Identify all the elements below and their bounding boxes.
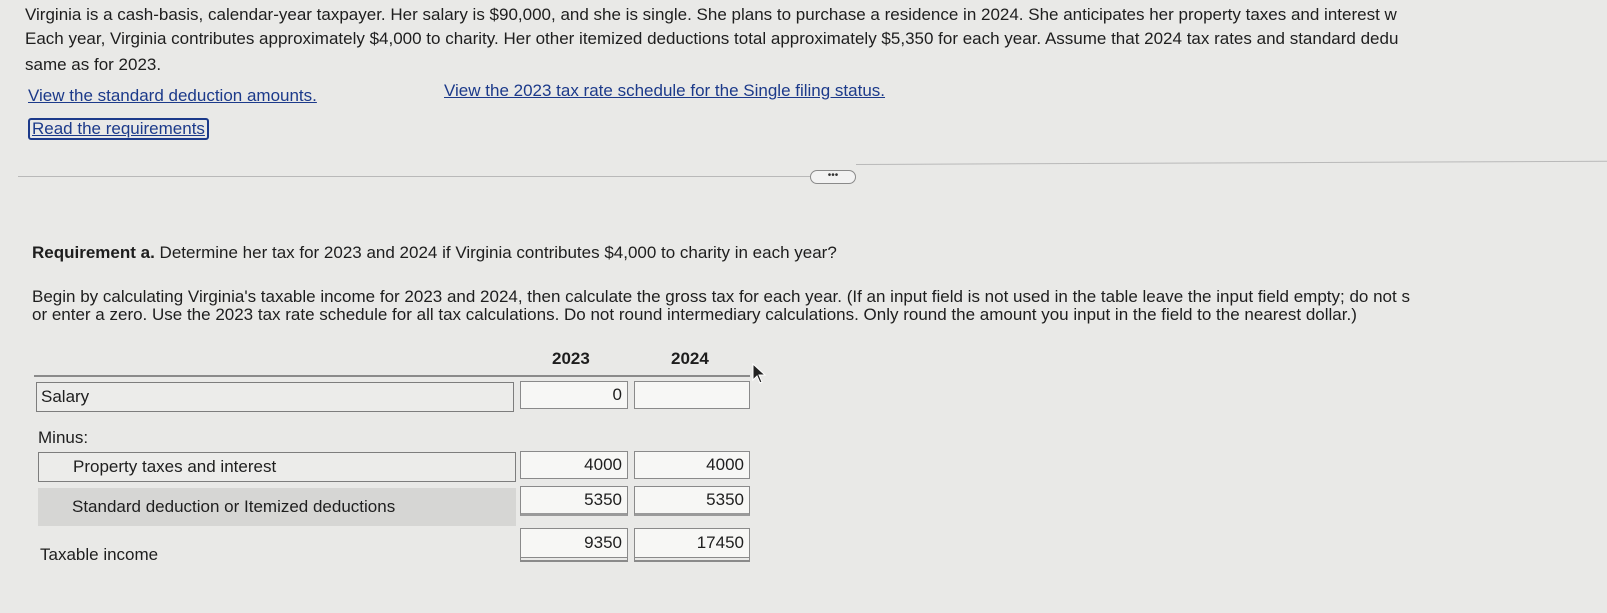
problem-line-2: Each year, Virginia contributes approximately $4,000 to charity. Her other itemized deductions total approximately $5,350 for each year. Assume that 2024 tax rates and standard dedu xyxy=(25,29,1399,48)
header-rule xyxy=(34,375,750,377)
requirement-label: Requirement a. xyxy=(32,243,155,262)
column-header-2023: 2023 xyxy=(552,349,590,368)
problem-line-1: Virginia is a cash-basis, calendar-year taxpayer. Her salary is $90,000, and she is single. She plans to purchase a residence in 2024. She anticipates her property taxes and interest w xyxy=(25,5,1397,24)
property-taxes-label-cell: Property taxes and interest xyxy=(38,452,516,482)
minus-label: Minus: xyxy=(38,428,89,447)
requirement-question: Determine her tax for 2023 and 2024 if Virginia contributes $4,000 to charity in each year? xyxy=(154,243,837,262)
instruction-line-1: Begin by calculating Virginia's taxable income for 2023 and 2024, then calculate the gross tax for each year. (If an input field is not used in the table leave the input field empty; do not s xyxy=(32,287,1410,306)
deduction-label-cell: Standard deduction or Itemized deductions xyxy=(38,488,516,526)
salary-2023-input[interactable] xyxy=(520,381,628,409)
mouse-cursor-icon xyxy=(752,363,768,385)
deduction-2023-input[interactable] xyxy=(520,486,628,516)
salary-2024-input[interactable] xyxy=(634,381,750,409)
tax-rate-schedule-link[interactable]: View the 2023 tax rate schedule for the Single filing status. xyxy=(444,81,886,100)
read-requirements-button[interactable]: Read the requirements xyxy=(28,118,209,140)
section-divider-right xyxy=(856,161,1607,165)
property-taxes-2023-input[interactable] xyxy=(520,451,628,479)
instruction-line-2: or enter a zero. Use the 2023 tax rate schedule for all tax calculations. Do not round intermediary calculations. Only round the amount you input in the field to the nearest dollar.) xyxy=(32,305,1357,324)
taxable-income-2023-input[interactable] xyxy=(520,528,628,558)
column-header-2024: 2024 xyxy=(671,349,709,368)
taxable-income-2024-input[interactable] xyxy=(634,528,750,558)
taxable-income-label: Taxable income xyxy=(40,545,159,564)
deduction-2024-input[interactable] xyxy=(634,486,750,516)
salary-label-cell: Salary xyxy=(36,382,514,412)
standard-deduction-link[interactable]: View the standard deduction amounts. xyxy=(28,86,317,105)
requirement-title xyxy=(32,240,837,266)
expand-dots-button[interactable]: ••• xyxy=(810,170,856,184)
property-taxes-2024-input[interactable] xyxy=(634,451,750,479)
problem-line-3: same as for 2023. xyxy=(25,55,162,74)
section-divider-left xyxy=(18,176,810,177)
